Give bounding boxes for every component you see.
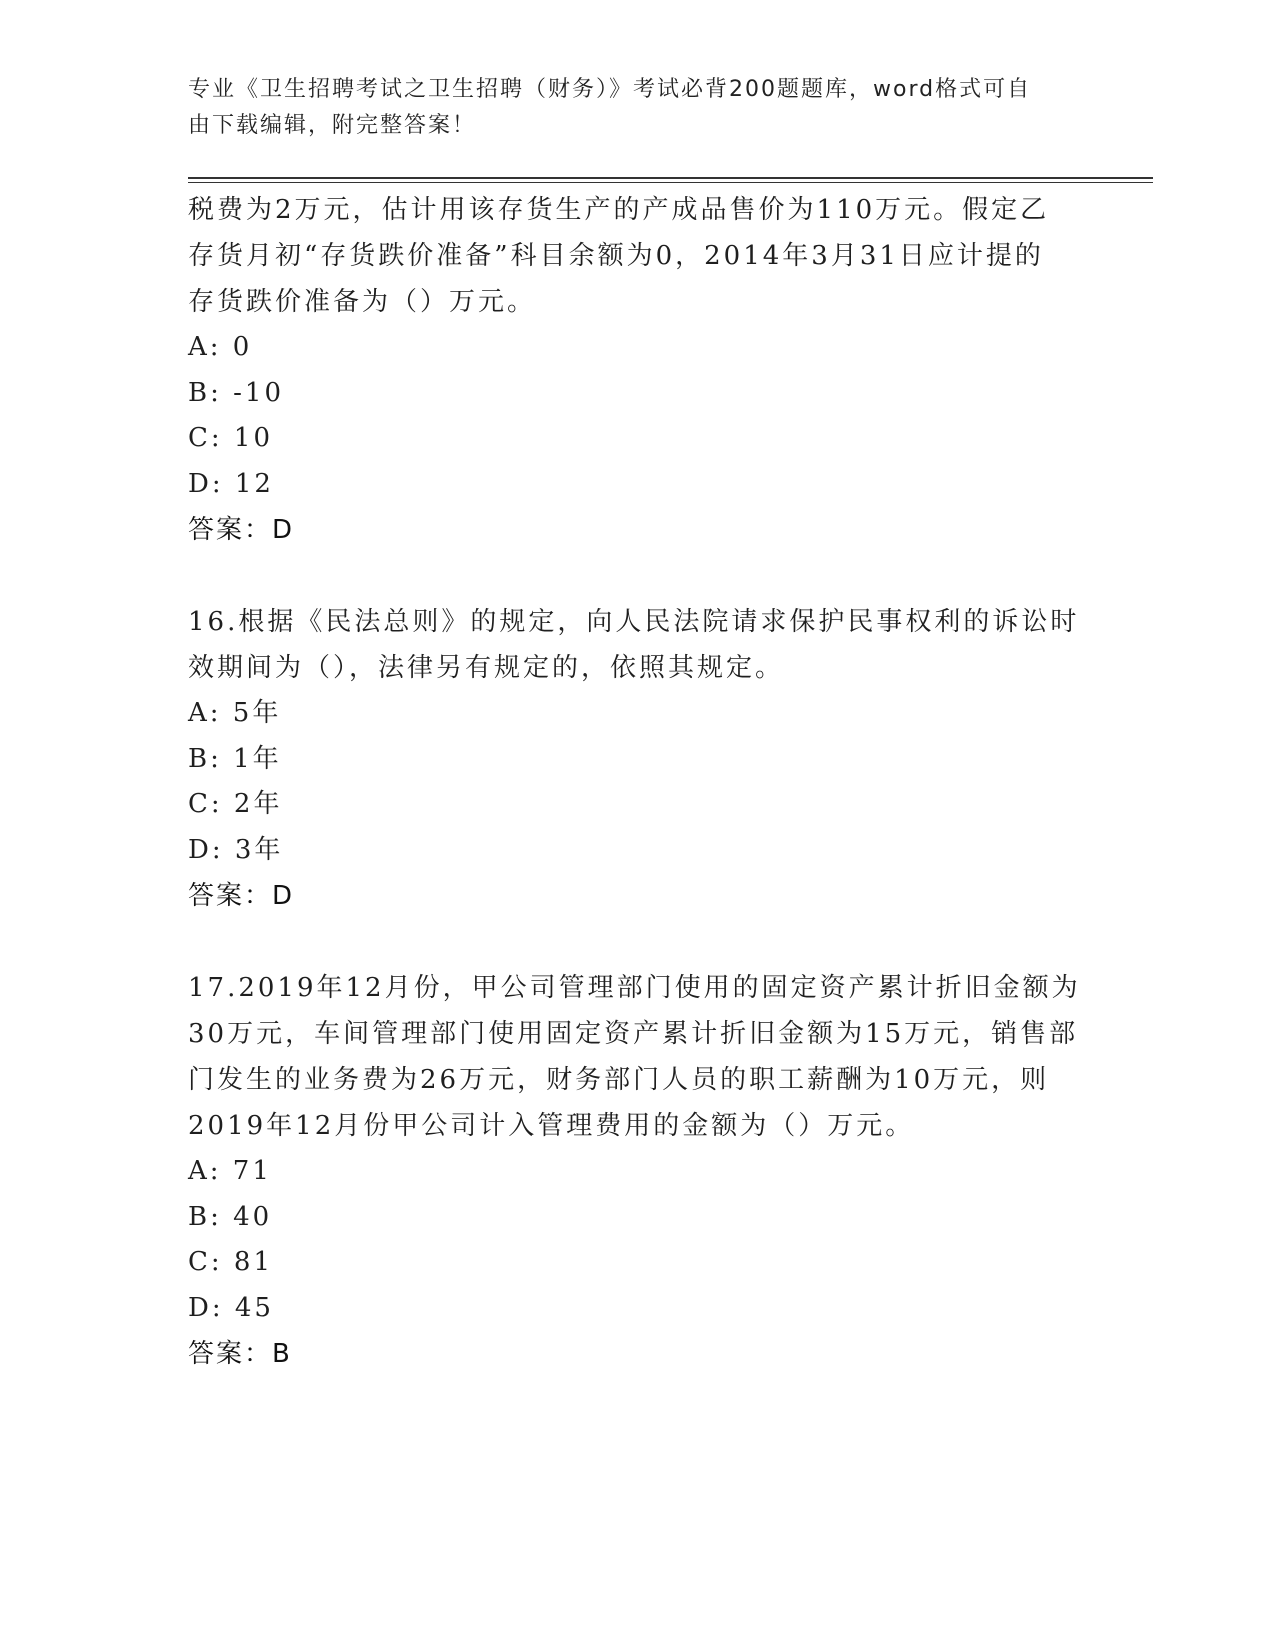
- option-b: B: 40: [188, 1201, 273, 1232]
- question-item: [188, 599, 1088, 919]
- answer-line: 答案：B: [188, 1339, 292, 1369]
- question-item: [188, 187, 1088, 553]
- question-text-line: 税费为2万元，估计用该存货生产的产成品售价为110万元。假定乙: [188, 195, 1050, 225]
- option-b: B: 1年: [188, 743, 282, 774]
- option-c: C: 81: [188, 1247, 274, 1277]
- option-a: A: 0: [188, 332, 253, 362]
- question-text-line: 门发生的业务费为26万元，财务部门人员的职工薪酬为10万元，则: [188, 1065, 1050, 1095]
- question-item: [188, 965, 1088, 1377]
- option-d: D: 12: [188, 468, 274, 499]
- document-header: [188, 72, 1068, 144]
- question-text-line: 2019年12月份甲公司计入管理费用的金额为（）万元。: [188, 1111, 915, 1141]
- option-b: B: -10: [188, 377, 284, 408]
- question-text-line: 效期间为（），法律另有规定的，依照其规定。: [188, 653, 785, 683]
- option-c: C: 2年: [188, 789, 283, 819]
- answer-line: 答案：D: [188, 881, 295, 911]
- question-spacer: [188, 919, 1088, 965]
- header-title-line-2: 由下载编辑，附完整答案！: [188, 113, 477, 138]
- question-text-line: 17.2019年12月份，甲公司管理部门使用的固定资产累计折旧金额为: [188, 973, 1081, 1003]
- question-text-line: 30万元，车间管理部门使用固定资产累计折旧金额为15万元，销售部: [188, 1019, 1079, 1049]
- option-a: A: 5年: [188, 698, 282, 728]
- question-text-line: 16.根据《民法总则》的规定，向人民法院请求保护民事权利的诉讼时: [188, 607, 1080, 637]
- question-list: [188, 187, 1088, 1377]
- option-c: C: 10: [188, 423, 274, 453]
- option-a: A: 71: [188, 1156, 272, 1186]
- header-title-line-1: 专业《卫生招聘考试之卫生招聘（财务）》考试必背200题题库，word格式可自: [188, 77, 1032, 102]
- question-spacer: [188, 553, 1088, 599]
- header-divider-thin: [188, 182, 1153, 183]
- question-text-line: 存货月初“存货跌价准备”科目余额为0，2014年3月31日应计提的: [188, 241, 1044, 271]
- header-divider-thick: [188, 177, 1153, 179]
- option-d: D: 3年: [188, 834, 284, 865]
- question-text-line: 存货跌价准备为（）万元。: [188, 287, 537, 317]
- answer-line: 答案：D: [188, 515, 295, 545]
- option-d: D: 45: [188, 1292, 274, 1323]
